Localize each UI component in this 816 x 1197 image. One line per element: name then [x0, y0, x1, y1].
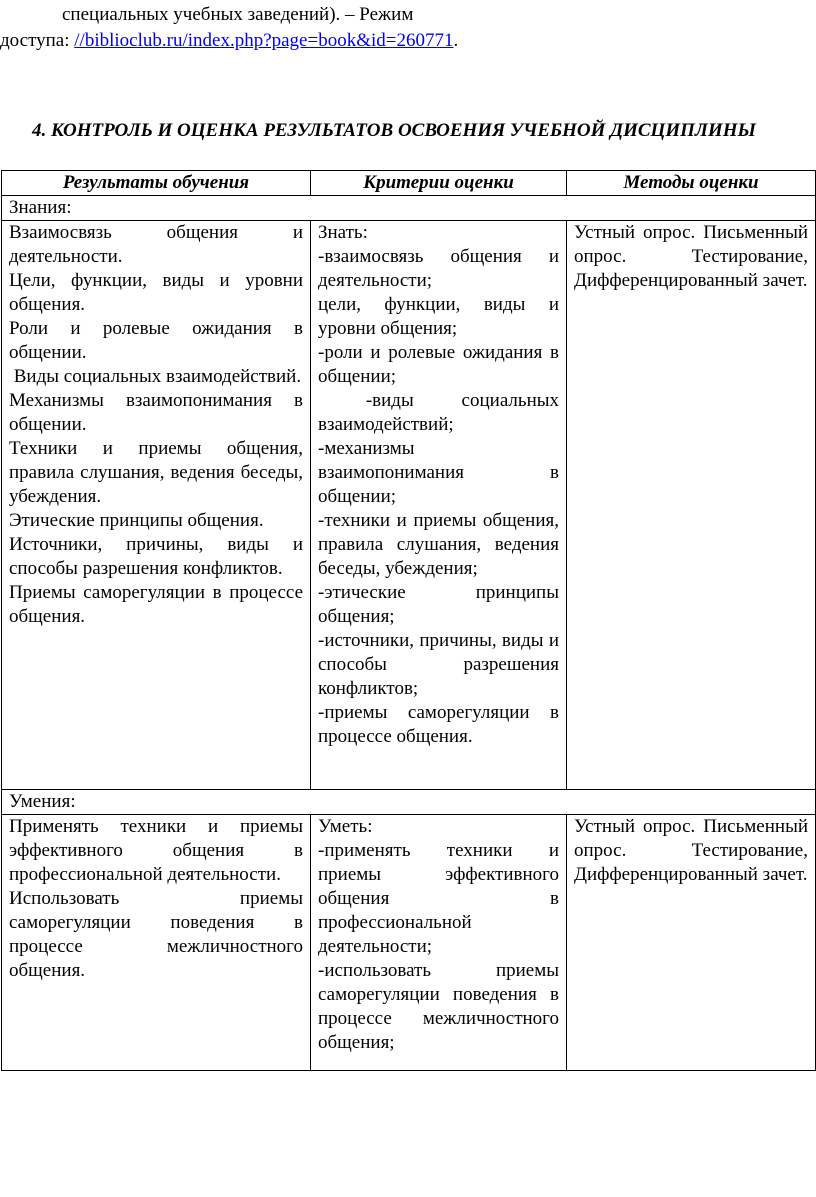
header-methods: Методы оценки: [567, 171, 816, 196]
skills-methods-text: Устный опрос. Письменный опрос. Тестирование, Дифференцированный зачет.: [574, 816, 808, 885]
knowledge-result-item: Цели, функции, виды и уровни общения.: [9, 270, 303, 315]
skills-methods-cell: [567, 815, 816, 1071]
skills-row: [2, 815, 816, 1071]
knowledge-criteria-item: -виды социальных взаимодействий;: [318, 390, 564, 435]
knowledge-criteria-item: -техники и приемы общения, правила слушания, ведения беседы, убеждения;: [318, 510, 559, 579]
skills-criteria-item: -применять техники и приемы эффективного общения в профессиональной деятельности;: [318, 840, 559, 957]
reference-suffix: .: [453, 30, 459, 51]
knowledge-criteria-item: -приемы саморегуляции в процессе общения.: [318, 702, 559, 747]
header-row: [2, 171, 816, 196]
knowledge-criteria-item: цели, функции, виды и уровни общения;: [318, 294, 559, 339]
knowledge-label: Знания:: [2, 196, 816, 221]
skills-results-cell: [2, 815, 311, 1071]
knowledge-result-item: Приемы саморегуляции в процессе общения.: [9, 582, 303, 627]
knowledge-result-item: Виды социальных взаимодействий.: [9, 366, 302, 387]
knowledge-row: [2, 221, 816, 790]
knowledge-result-item: Взаимосвязь общения и деятельности.: [9, 222, 303, 267]
skills-criteria-cell: [311, 815, 567, 1071]
skills-result-item: Применять техники и приемы эффективного общения в профессиональной деятельности.: [9, 816, 303, 885]
knowledge-criteria-item: -механизмы взаимопонимания в общении;: [318, 438, 559, 507]
knowledge-result-item: Техники и приемы общения, правила слушания, ведения беседы, убеждения.: [9, 438, 303, 507]
knowledge-results-cell: [2, 221, 311, 790]
knowledge-criteria-item: -этические принципы общения;: [318, 582, 559, 627]
reference-prefix: доступа:: [0, 30, 75, 51]
header-criteria: Критерии оценки: [311, 171, 567, 196]
knowledge-criteria-item: -источники, причины, виды и способы разрешения конфликтов;: [318, 630, 559, 699]
skills-criteria-item: Уметь:: [318, 816, 373, 837]
knowledge-result-item: Роли и ролевые ожидания в общении.: [9, 318, 303, 363]
knowledge-criteria-item: -взаимосвязь общения и деятельности;: [318, 246, 559, 291]
skills-label: Умения:: [2, 790, 816, 815]
knowledge-result-item: Этические принципы общения.: [9, 510, 264, 531]
header-results: Результаты обучения: [2, 171, 311, 196]
knowledge-criteria-item: Знать:: [318, 222, 368, 243]
reference-line-2: [0, 29, 458, 53]
knowledge-criteria-item: -роли и ролевые ожидания в общении;: [318, 342, 559, 387]
knowledge-result-item: Источники, причины, виды и способы разрешения конфликтов.: [9, 534, 303, 579]
reference-link[interactable]: //biblioclub.ru/index.php?page=book&id=260771: [74, 30, 454, 51]
knowledge-label-row: [2, 196, 816, 221]
knowledge-methods-text: Устный опрос. Письменный опрос. Тестирование, Дифференцированный зачет.: [574, 222, 808, 291]
skills-label-row: [2, 790, 816, 815]
skills-criteria-item: -использовать приемы саморегуляции поведения в процессе межличностного общения;: [318, 960, 559, 1053]
knowledge-result-item: Механизмы взаимопонимания в общении.: [9, 390, 303, 435]
assessment-table: [1, 170, 816, 1071]
knowledge-criteria-cell: [311, 221, 567, 790]
knowledge-methods-cell: [567, 221, 816, 790]
section-title: 4. КОНТРОЛЬ И ОЦЕНКА РЕЗУЛЬТАТОВ ОСВОЕНИЯ УЧЕБНОЙ ДИСЦИПЛИНЫ: [32, 120, 756, 141]
skills-result-item: Использовать приемы саморегуляции поведения в процессе межличностного общения.: [9, 888, 303, 981]
reference-line-1: специальных учебных заведений). – Режим: [62, 4, 414, 25]
